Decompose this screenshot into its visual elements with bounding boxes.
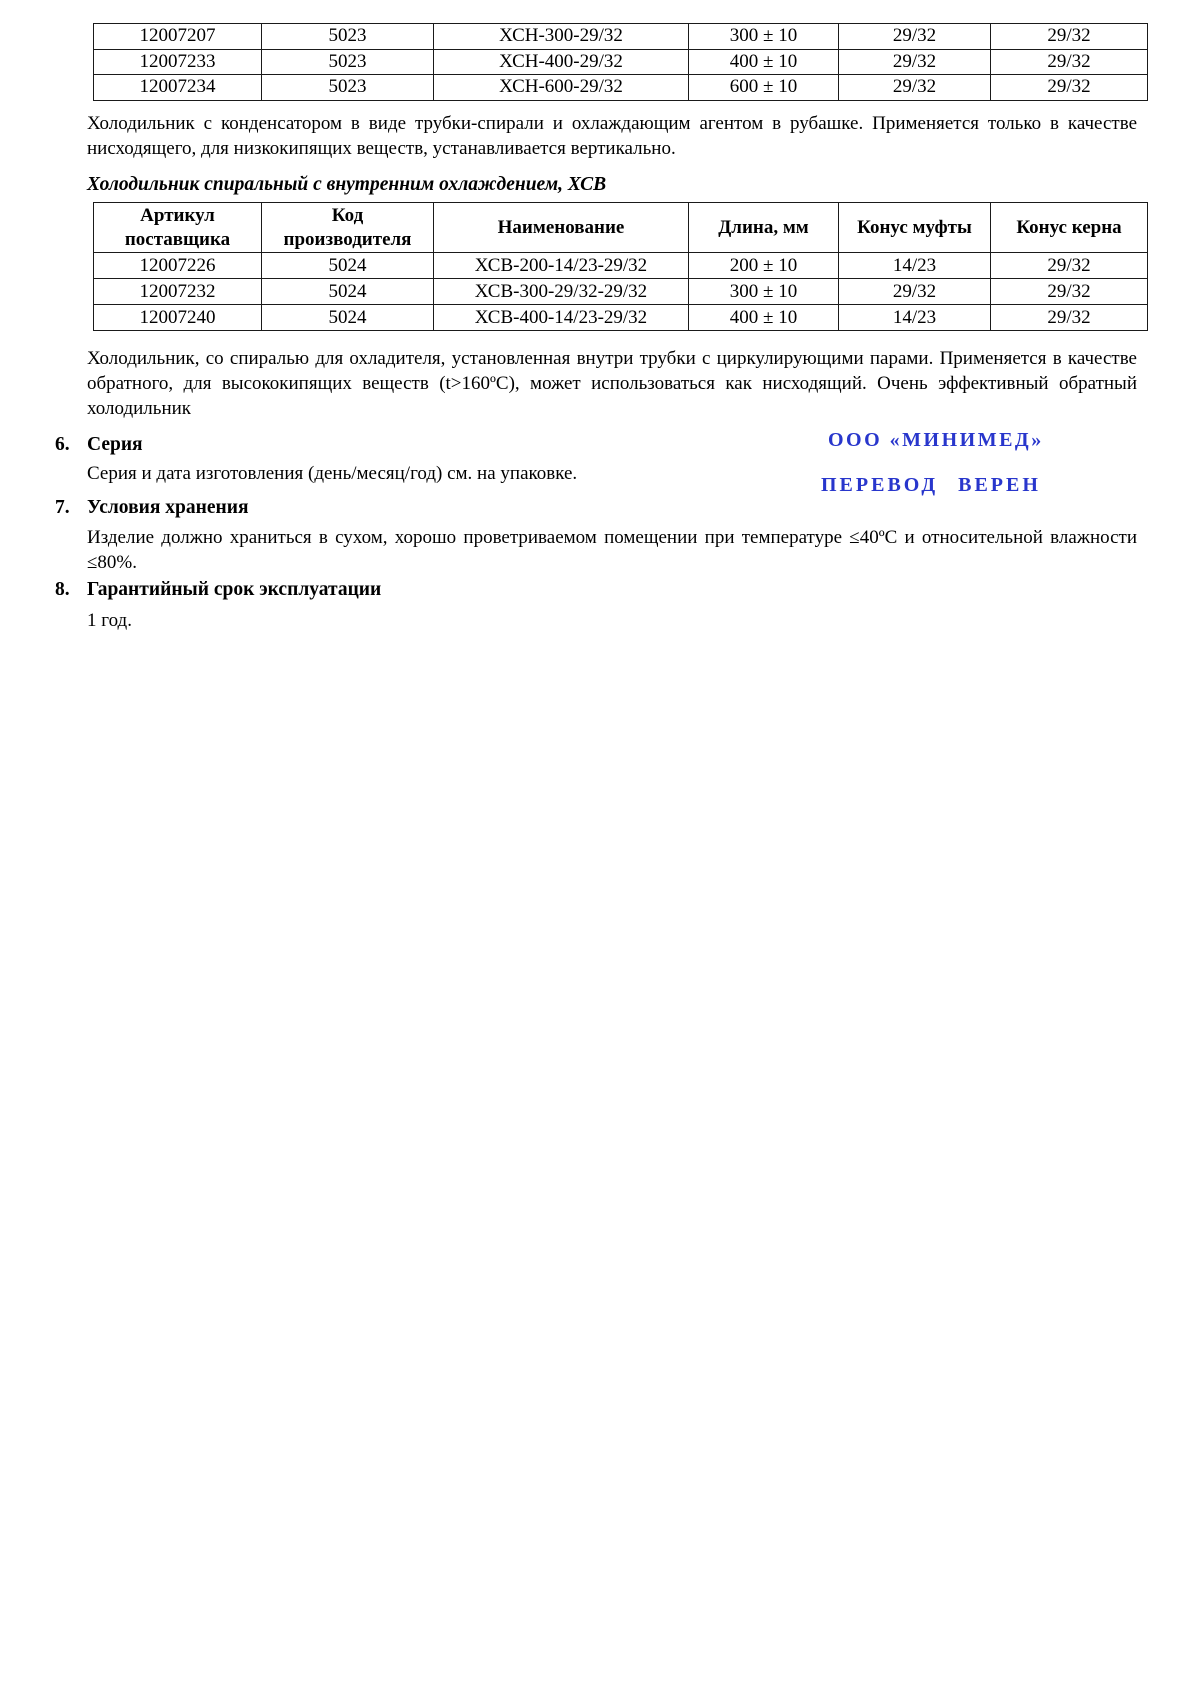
cell-length: 400 ± 10: [689, 49, 839, 75]
translation-certified-stamp-line: ПЕРЕВОД ВЕРЕН: [821, 474, 1041, 496]
section-6-heading: [55, 434, 143, 456]
section-6-body: Серия и дата изготовления (день/месяц/год) см. на упаковке.: [87, 463, 578, 484]
cell-article: 12007233: [94, 49, 262, 75]
table-row: [94, 253, 1148, 279]
cell-socket-cone: 14/23: [839, 253, 991, 279]
cell-manufacturer-code: 5024: [262, 279, 434, 305]
cell-length: 600 ± 10: [689, 75, 839, 101]
xcn-products-table: [93, 23, 1148, 101]
cell-name: ХСН-400-29/32: [434, 49, 689, 75]
section-number: 8.: [55, 579, 70, 600]
table-row: [94, 279, 1148, 305]
xcn-description-paragraph: Холодильник с конденсатором в виде трубки-спирали и охлаждающим агентом в рубашке. Применяется только в качестве нисходящего, для низкокипящих веществ, устанавливается вертикально.: [87, 113, 1137, 159]
section-7-heading: [55, 497, 249, 519]
header-length: Длина, мм: [689, 203, 839, 253]
cell-name: ХСВ-200-14/23-29/32: [434, 253, 689, 279]
cell-socket-cone: 29/32: [839, 279, 991, 305]
cell-manufacturer-code: 5023: [262, 75, 434, 101]
cell-manufacturer-code: 5023: [262, 24, 434, 50]
section-title: Гарантийный срок эксплуатации: [87, 579, 382, 600]
cell-core-cone: 29/32: [991, 279, 1148, 305]
section-number: 7.: [55, 497, 70, 518]
cell-article: 12007234: [94, 75, 262, 101]
table-row: [94, 305, 1148, 331]
table-header-row: [94, 203, 1148, 253]
cell-name: ХСН-600-29/32: [434, 75, 689, 101]
xcv-products-table: [93, 202, 1148, 331]
cell-name: ХСВ-300-29/32-29/32: [434, 279, 689, 305]
cell-name: ХСВ-400-14/23-29/32: [434, 305, 689, 331]
cell-article: 12007240: [94, 305, 262, 331]
header-manufacturer-code: Код производителя: [262, 203, 434, 253]
header-name: Наименование: [434, 203, 689, 253]
cell-length: 300 ± 10: [689, 279, 839, 305]
section-7-body: Изделие должно храниться в сухом, хорошо проветриваемом помещении при температуре ≤40ºС и относительной влажности ≤80%.: [87, 527, 1137, 573]
cell-article: 12007226: [94, 253, 262, 279]
cell-core-cone: 29/32: [991, 75, 1148, 101]
cell-socket-cone: 29/32: [839, 75, 991, 101]
cell-length: 300 ± 10: [689, 24, 839, 50]
cell-core-cone: 29/32: [991, 305, 1148, 331]
cell-socket-cone: 29/32: [839, 24, 991, 50]
section-title: Условия хранения: [87, 497, 249, 518]
cell-manufacturer-code: 5023: [262, 49, 434, 75]
cell-socket-cone: 14/23: [839, 305, 991, 331]
cell-name: ХСН-300-29/32: [434, 24, 689, 50]
cell-length: 200 ± 10: [689, 253, 839, 279]
cell-core-cone: 29/32: [991, 24, 1148, 50]
company-stamp-line: ООО «МИНИМЕД»: [828, 429, 1044, 451]
section-8-heading: [55, 579, 381, 601]
cell-article: 12007207: [94, 24, 262, 50]
section-title: Серия: [87, 434, 143, 455]
cell-socket-cone: 29/32: [839, 49, 991, 75]
table-row: [94, 75, 1148, 101]
header-core-cone: Конус керна: [991, 203, 1148, 253]
section-8-body: 1 год.: [87, 610, 132, 631]
cell-manufacturer-code: 5024: [262, 253, 434, 279]
xcv-description-paragraph: Холодильник, со спиралью для охладителя, установленная внутри трубки с циркулирующими парами. Применяется в качестве обратного, для высококипящих веществ (t>160ºС), может использоваться как нисходящий. Очень эффективный обратный холодильник: [87, 348, 1137, 419]
cell-core-cone: 29/32: [991, 49, 1148, 75]
table-row: [94, 49, 1148, 75]
cell-article: 12007232: [94, 279, 262, 305]
cell-length: 400 ± 10: [689, 305, 839, 331]
header-socket-cone: Конус муфты: [839, 203, 991, 253]
section-number: 6.: [55, 434, 70, 455]
cell-manufacturer-code: 5024: [262, 305, 434, 331]
cell-core-cone: 29/32: [991, 253, 1148, 279]
xcv-section-heading: Холодильник спиральный с внутренним охлаждением, ХСВ: [87, 174, 607, 195]
table-row: [94, 24, 1148, 50]
header-article: Артикул поставщика: [94, 203, 262, 253]
